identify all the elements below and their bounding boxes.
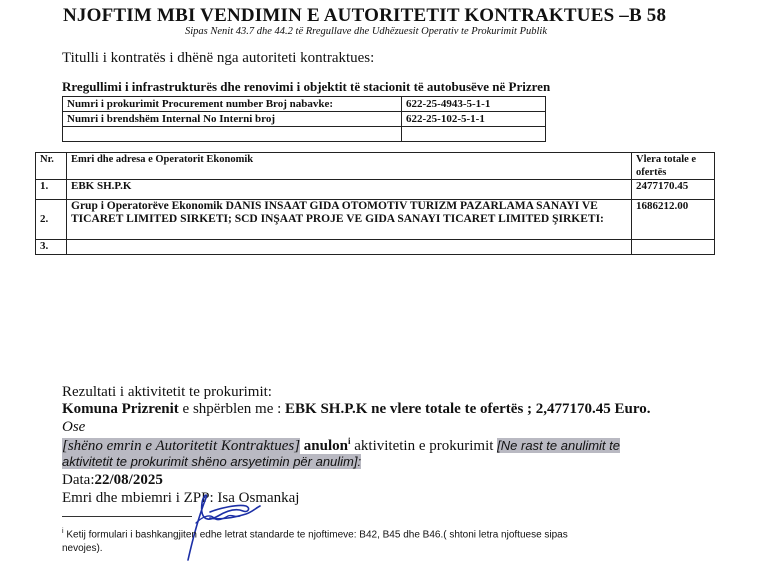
contract-title-label: Titulli i kontratës i dhënë nga autoriteti kontraktues: (62, 50, 375, 66)
table-row (36, 180, 715, 200)
annul-reason-2: aktivitetit te prokurimit shëno arsyetimin për anulim]: (62, 454, 362, 469)
official-name: Emri dhe mbiemri i ZPP: Isa Osmankaj (62, 490, 300, 506)
internal-number-label: Numri i brendshëm Internal No Interni broj (63, 112, 402, 127)
table-row (36, 200, 715, 240)
authority-placeholder: [shëno emrin e Autoritetit Kontraktues] (62, 438, 301, 454)
row-operator-name: Grup i Operatorëve Ekonomik DANIS INSAAT GIDA OTOMOTIV TURIZM PAZARLAMA SANAYI VE TICARET LIMITED SIRKETI; SCD INŞAAT PROJE VE GIDA SANAYI TICARET LIMITED ŞIRKETI: (67, 200, 632, 240)
footnote-divider (62, 516, 192, 517)
table-header-row (36, 153, 715, 180)
procurement-number-value: 622-25-4943-5-1-1 (402, 97, 546, 112)
row-nr: 1. (36, 180, 67, 200)
header-offer-value: Vlera totale e ofertës (632, 153, 715, 180)
annul-text: aktivitetin e prokurimit (350, 438, 498, 454)
header-nr: Nr. (36, 153, 67, 180)
footnote-text-2: nevojes). (62, 543, 103, 554)
footnote-text-1: Ketij formulari i bashkangjiten edhe letrat standarde te njoftimeve: B42, B45 dhe B46.( shtoni letra njoftuese sipas (63, 529, 568, 541)
page-title: NJOFTIM MBI VENDIMIN E AUTORITETIT KONTRAKTUES –B 58 (63, 5, 667, 26)
authority-name: Komuna Prizrenit (62, 401, 179, 417)
row-offer-value: 1686212.00 (632, 200, 715, 240)
footnote-line-1 (62, 528, 568, 540)
row-operator-name (67, 240, 632, 255)
date-label: Data: (62, 472, 95, 488)
row-nr: 2. (36, 200, 67, 240)
internal-number-value: 622-25-102-5-1-1 (402, 112, 546, 127)
empty-cell (402, 127, 546, 142)
page-subtitle: Sipas Nenit 43.7 dhe 44.2 të Rregullave dhe Udhëzuesit Operativ te Prokurimit Publik (185, 26, 547, 37)
signature-image (148, 478, 283, 563)
procurement-number-label: Numri i prokurimit Procurement number Broj nabavke: (63, 97, 402, 112)
header-operator-name: Emri dhe adresa e Operatorit Ekonomik (67, 153, 632, 180)
row-operator-name: EBK SH.P.K (67, 180, 632, 200)
date-value: 22/08/2025 (94, 472, 163, 488)
operators-table (35, 152, 715, 255)
annul-reason-line (62, 454, 361, 469)
row-nr: 3. (36, 240, 67, 255)
annul-word: anulon (303, 438, 348, 454)
annul-line (62, 436, 620, 455)
award-text: e shpërblen me : (178, 401, 286, 417)
or-text: Ose (62, 419, 86, 435)
procurement-number-table (62, 96, 546, 142)
result-heading: Rezultati i aktivitetit te prokurimit: (62, 384, 272, 400)
footnote-mark: i (62, 528, 64, 535)
table-row (36, 240, 715, 255)
annul-reason-1: [Ne rast te anulimit te (497, 438, 620, 453)
winner-text: EBK SH.P.K ne vlere totale te ofertës ; 2,477170.45 Euro. (285, 401, 651, 417)
row-offer-value: 2477170.45 (632, 180, 715, 200)
result-award-line (62, 401, 651, 418)
annul-footnote-mark: i (348, 436, 351, 446)
empty-cell (63, 127, 402, 142)
row-offer-value (632, 240, 715, 255)
contract-title-value: Rregullimi i infrastrukturës dhe renovimi i objektit të stacionit të autobusëve në Prizren (62, 79, 551, 94)
